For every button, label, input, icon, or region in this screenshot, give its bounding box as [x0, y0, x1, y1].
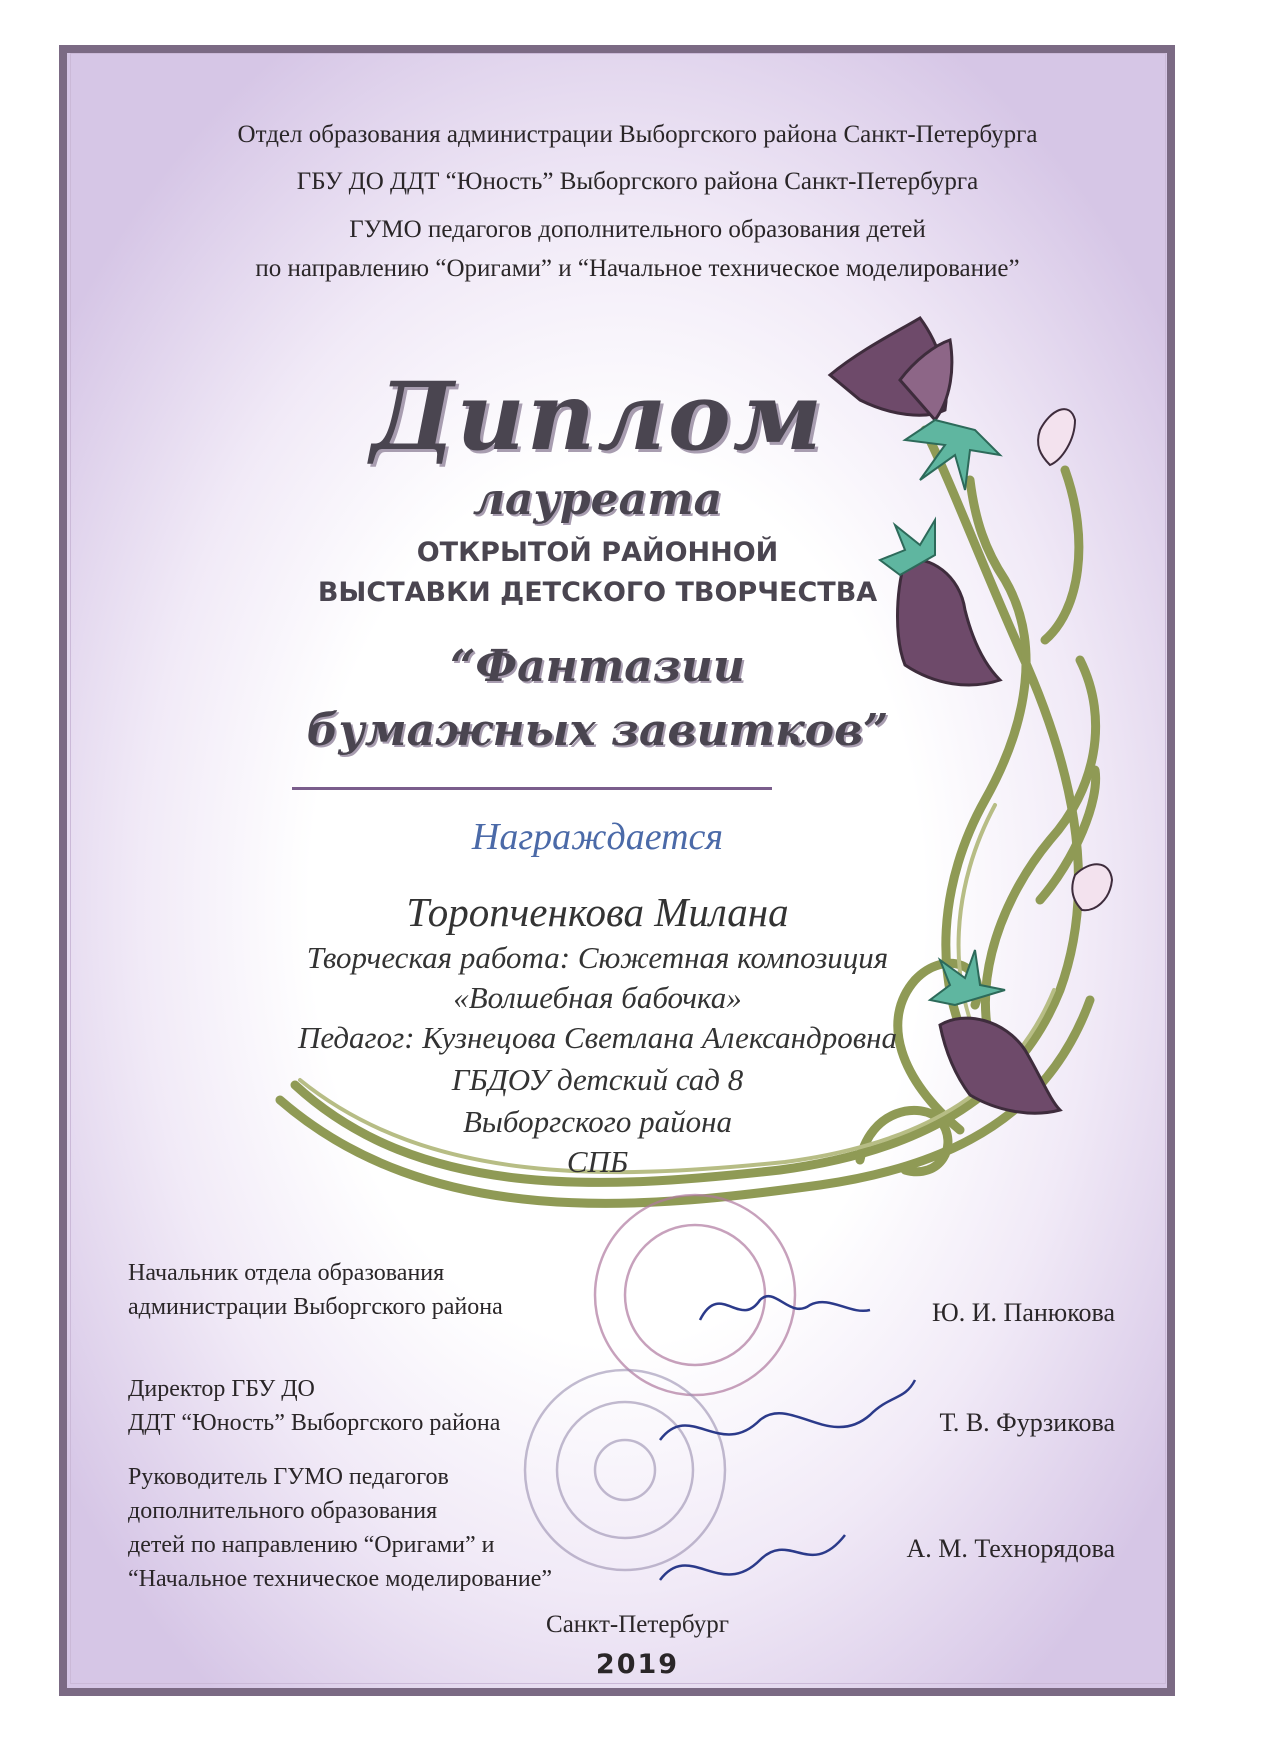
position-line: ДДТ “Юность” Выборгского района: [128, 1410, 501, 1436]
detail-line: СПБ: [566, 1144, 629, 1179]
official-stamp-2: [525, 1370, 725, 1570]
position-line: дополнительного образования: [128, 1498, 438, 1524]
position-line: Руководитель ГУМО педагогов: [128, 1464, 449, 1490]
recipient-name: Торопченкова Милана: [406, 889, 789, 935]
exhibition-line-1: ОТКРЫТОЙ РАЙОННОЙ: [416, 537, 779, 568]
position-line: Начальник отдела образования: [128, 1260, 445, 1286]
position-line: администрации Выборгского района: [128, 1294, 503, 1320]
year: 2019: [595, 1649, 680, 1680]
detail-line: Педагог: Кузнецова Светлана Александровна: [297, 1020, 898, 1055]
detail-line: Творческая работа: Сюжетная композиция: [306, 940, 889, 975]
diploma-subtitle: лауреата: [472, 474, 723, 525]
position-line: “Начальное техническое моделирование”: [128, 1566, 553, 1592]
signatory-1-name: Ю. И. Панюкова: [932, 1298, 1115, 1327]
city: Санкт-Петербург: [546, 1611, 729, 1638]
exhibition-line-2: ВЫСТАВКИ ДЕТСКОГО ТВОРЧЕСТВА: [317, 577, 878, 608]
header-line-1: Отдел образования администрации Выборгского района Санкт-Петербурга: [237, 121, 1038, 148]
diploma-title: Диплом: [370, 362, 825, 472]
contest-name-line-2: бумажных завитков”: [306, 705, 889, 756]
official-stamp-1: [595, 1195, 795, 1395]
divider: [292, 787, 772, 790]
signatory-2-position: [128, 1372, 500, 1440]
signatory-3-name: А. М. Технорядова: [906, 1534, 1115, 1563]
position-line: детей по направлению “Оригами” и: [128, 1532, 495, 1558]
contest-name-line-1: “Фантазии: [450, 641, 745, 692]
detail-line: Выборгского района: [462, 1104, 732, 1139]
header-line-3: ГУМО педагогов дополнительного образования детей: [349, 216, 926, 243]
signatory-2-name: Т. В. Фурзикова: [939, 1408, 1115, 1437]
detail-line: «Волшебная бабочка»: [453, 980, 742, 1015]
awarded-label: Награждается: [471, 816, 724, 858]
header-line-4: по направлению “Оригами” и “Начальное техническое моделирование”: [255, 255, 1020, 282]
signatory-1-position: [128, 1256, 503, 1324]
header-line-2: ГБУ ДО ДДТ “Юность” Выборгского района Санкт-Петербурга: [296, 168, 979, 195]
signatory-3-position: [128, 1460, 552, 1596]
position-line: Директор ГБУ ДО: [128, 1376, 315, 1402]
detail-line: ГБДОУ детский сад 8: [451, 1062, 744, 1097]
